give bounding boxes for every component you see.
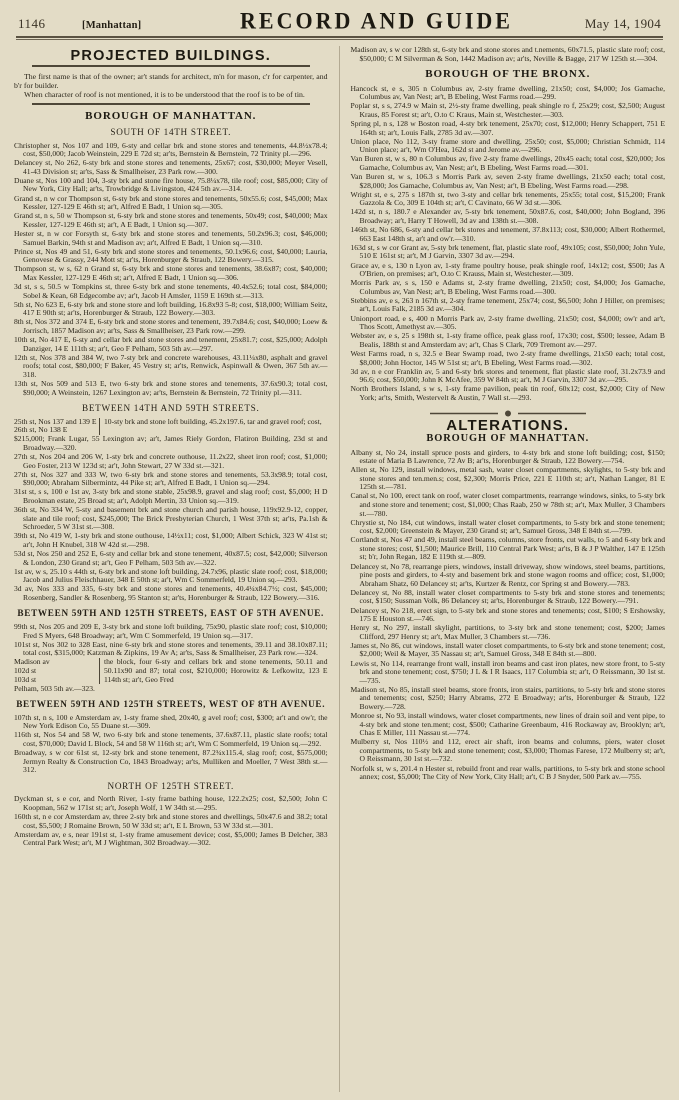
building-entry: 142d st, n s, 180.7 e Alexander av, 5-sty brk tenement, 50x87.6, cost, $40,000; John Bogland, 396 Broadway; ar't, Harry T Howell, 3d av and 138th st.—308. — [350, 207, 665, 225]
building-entry: Hancock st, e s, 305 n Columbus av, 2-sty frame dwelling, 21x50; cost, $4,000; Jos Gamache, Columbus av, Van Nest; ar't, B Ebeling, West Farms road.—299. — [350, 83, 665, 102]
building-entry: 12th st, Nos 378 and 384 W, two 7-sty brk and concrete warehouses, 43.11¼x80, asphalt and gravel roofs; total cost, $80,000; F Baker, 45 Vestry st; ar'ts, Renwick, Aspinwall & Owen, 367 5th av.—318. — [14, 352, 328, 379]
building-entry: Spring pl, n s, 128 w Boston road, 4-sty brk tenement, 25x70; cost, $12,000; Henry Schappert, 751 E 164th st; ar't, Louis Falk, 2785 3d av.—307. — [350, 119, 665, 137]
masthead-rule-heavy — [16, 36, 663, 38]
building-entry: 36th st, No 334 W, 5-sty and basement brk and stone church and parish house, 119x92.9-12, copper, slate and tile roof; cost, $245,000; The Brick Presbyterian Church, 1 West 37th st; ar'ts, Pa.1sh & Schroeder, 5 W 31st st.—308. — [14, 505, 328, 532]
building-entry: Delancey st, No 218, erect sign, to 5-sty brk and stone stores and tenements; cost, $100; S Ershowsky, 175 E Houston st.—746. — [350, 605, 665, 624]
page-number: 1146 — [18, 16, 46, 31]
right-column — [340, 46, 666, 1092]
left-column — [14, 46, 340, 1092]
two-column-body — [14, 46, 665, 1092]
building-entry: Grand st, n w cor Thompson st, 6-sty brk and stone stores and tenements, 50x55.6; cost, $45,000; Max Kessler, 127-129 E 46th st; ar't, Alfred E Badt, 1 Union sq.—305. — [14, 193, 328, 212]
building-entry: Lewis st, No 114, rearrange front wall, install iron beams and cast iron plates, new store front, to 5-sty brk and stone tenement; cost, $750; J L & I R Isaacs, 117 Columbia st; ar't, O Reissmann, 30 1st st.—735. — [350, 658, 665, 685]
building-entry: 3d av, Nos 333 and 335, 6-sty brk and stone stores and tenements, 40.4¼x84.7½; cost, $45,000; Rosenberg, Sandler & Rosenberg, 95 Stanton st; ar'ts, Horenburger & Straub, 122 Bowery.—316. — [14, 584, 328, 602]
building-entry: Union place, No 112, 3-sty frame store and dwelling, 25x50; cost, $5,000; Christian Schmidt, 114 Union place; ar't, Wm O'Hea, 162d st and Jerome av.—296. — [350, 136, 665, 155]
building-entry: Albany st, No 24, install spruce posts and girders, to 4-sty brk and stone loft building; cost, $150; estate of Maria B Lawrence, 72 Av B; ar'ts, Horenburger & Straub, 122 Bowery.—754. — [350, 447, 665, 466]
building-entry: 116th st, Nos 54 and 58 W, two 6-sty brk and stone tenements, 37.6x87.11, plastic slate roofs; total cost, $70,000; David L Block, 54 and 58 W 116th st; ar't, Wm C Sommerfeld, 19 Union sq.—292. — [14, 730, 328, 748]
building-entry: Chrystie st, No 184, cut windows, install water closet compartments, to 5-sty brk and stone tenement; cost, $2,000; Greenstein & Mayer, 230 Grand st; ar't, Samuel Gross, 348 E 84th st.—799. — [350, 517, 665, 536]
section-title-alterations: ALTERATIONS. — [446, 417, 570, 435]
entry-list-bronx — [351, 85, 666, 403]
building-entry: Madison st, No 85, install steel beams, store fronts, iron stairs, partitions, to 5-sty brk and stone stores and tenements; cost, $250; Harry Abrams, 272 E Broadway; ar'ts, Horenburger & Straub, 122 Bowery.—728. — [350, 684, 665, 711]
building-entry: 39th st, No 419 W, 1-sty brk and stone outhouse, 14½x11; cost, $1,000; Albert Schick, 323 W 41st st; ar't, John H Knubel, 318 W 42d st.—298. — [14, 531, 328, 549]
building-entry: Stebbins av, e s, 263 n 167th st, 2-sty frame tenement, 25x74; cost, $6,500; John J Hiller, on premises; ar't, Louis Falk, 2185 3d av.—304. — [350, 295, 665, 314]
subheading-north-of-125th: NORTH OF 125TH STREET. — [107, 780, 234, 791]
bracketed-entry-tail: $215,000; Frank Lugar, 55 Lexington av; ar't, James Riely Gordon, Flatiron Building, 23d st and Broadway.—320. — [14, 434, 328, 452]
building-entry: 13th st, Nos 509 and 513 E, two 6-sty brk and stone stores and tenements, 37.6x90.3; total cost, $90,000; A Weinstein, 1267 Lexington av; ar'ts, Bernstein & Bernstein, 72 Trinity pl.—311. — [14, 379, 328, 397]
bracketed-address-line: 26th st, No 138 E — [14, 425, 68, 435]
building-entry: 101st st, Nos 302 to 328 East, nine 6-sty brk and stone stores and tenements, 39.11 and 38.10x87.11; total cost, $315,000; Katzman & Zipkins, 19 Av A; ar'ts, Sass & Smallheiser, 23 Park row.—324. — [14, 639, 328, 658]
note-line-2: When character of roof is not mentioned, it is to be understood that the roof is to be of tin. — [24, 90, 305, 100]
building-entry: Wright st, e s, 275 s 187th st, two 3-sty and cellar brk tenements, 25x55; total cost, $15,200; Frank Gazzola & Co, 309 E 104th st; ar't, C Cavinato, 66 W 3d st.—306. — [350, 189, 665, 208]
building-entry: 3d av, n e cor Franklin av, 5 and 6-sty brk stores and tenement, flat plastic slate roof, 31.2x73.9 and 96.6; cost, $50,000; John K McAfee, 359 W 84th st; ar't, M J Garvin, 3307 3d av.—295. — [350, 366, 665, 385]
publication-title: RECORD AND GUIDE — [240, 7, 513, 34]
building-entry: 10th st, No 417 E, 6-sty and cellar brk and stone stores and tenement, 25x81.7; cost, $25,000; Adolph Danziger, 14 E 111th st; ar't, Geo F Pelham, 503 5th av.—297. — [14, 335, 328, 353]
building-entry: Norfolk st, w s, 201.4 n Hester st, rebuild front and rear walls, partitions, to 5-sty brk and stone school annex; cost, $5,000; The City of New York, City Hall; ar't, C B J Snyder, 500 Park av.—755. — [350, 763, 665, 782]
note-line-1: The first name is that of the owner; ar't stands for architect, m'n for mason, c'r for carpenter, and b'r for builder. — [14, 71, 328, 90]
borough-heading-bronx: BOROUGH OF THE BRONX. — [425, 68, 591, 81]
building-entry: Grace av, e s, 130 n Lyon av, 1-sty frame poultry house, peak shingle roof, 14x12; cost, $500; Jas A O'Brien, on premises; ar't, O.to C Krauss, Main st, Westchester.—309. — [350, 260, 665, 279]
building-entry: Poplar st, s s, 274.9 w Main st, 2½-sty frame dwelling, peak shingle ro f, 25x29; cost, $2,500; August Kraus, 85 Forest st; ar't, O.to C Kraus, Main st, Westchester.—303. — [350, 101, 665, 119]
building-entry: Canal st, No 100, erect tank on roof, water closet compartments, rearrange windows, sinks, to 5-sty brk and stone store and tenement; cost, $1,000; Chas Raab, 250 w 78th st; ar't, Max Muller, 3 Chambers st.—780. — [350, 491, 665, 518]
borough-heading-manhattan: BOROUGH OF MANHATTAN. — [85, 110, 257, 123]
subheading-south-of-14th: SOUTH OF 14TH STREET. — [110, 126, 232, 137]
building-entry: Morris Park av, s s, 150 e Adams st, 2-sty frame dwelling, 21x50; cost, $4,000; Jos Gamache, Columbus av, Van Nest; ar't, B Ebeling, West Farms road.—300. — [350, 278, 665, 296]
building-entry: Webster av, e s, 25 s 198th st, 1-sty frame office, peak glass roof, 17x30; cost, $500; lessee, Adam B Bealis, 188th st and Amsterdam av; ar't, Chas S Clark, 709 Tremont av.—297. — [350, 331, 665, 349]
entry-list-south-of-14th — [14, 142, 328, 398]
bracketed-addresses-madison — [14, 658, 100, 684]
section-title-projected-buildings: PROJECTED BUILDINGS. — [70, 48, 271, 64]
building-entry: Thompson st, w s, 62 n Grand st, 6-sty brk and stone stores and tenements, 38.6x87; cost, $40,000; Max Kessler, 127-129 E 46th st; ar't, Alfred E Badt, 1 Union sq.—306. — [14, 264, 328, 282]
building-entry: Delancey st, No 78, rearrange piers, windows, install driveway, show windows, steel beams, partitions, pine posts and girders, to 4-sty and basement brk and stone wagon rooms and office; cost, $1,000; Abraham Shatz, 60 Delancey st; ar'ts, Kurtzer & Rentz, cor Spring st and Bowery.—783. — [350, 561, 665, 588]
bracketed-entry-madison-body: the block, four 6-sty and cellars brk and stone tenements, 50.11 and 50.11x90 and 87; total cost, $210,000; Horowitz & Lefkowitz, 123 E 114th st; ar't, Geo Fred — [104, 657, 328, 684]
bracketed-entry — [14, 418, 328, 435]
building-entry: 1st av, w s, 25.10 s 44th st, 6-sty brk and stone loft building, 24.7x96, plastic slate roof; cost, $18,000; Jacob and Julius Fleischhauer, 348 E 50th st; ar't, Wm C Sommerfeld, 19 Union sq.—293. — [14, 566, 328, 585]
building-entry: West Farms road, n s, 32.5 e Bear Swamp road, two 2-sty frame dwellings, 21x50 each; total cost, $8,000; John Hoctor, 145 W 51st st; ar't, B Ebeling, West Farms road.—302. — [350, 348, 665, 367]
issue-date: May 14, 1904 — [584, 16, 661, 31]
bracketed-address-line: Madison av — [14, 657, 50, 667]
building-entry: Prince st, Nos 49 and 51, 6-sty brk and stone stores and tenements, 50.1x96.6; cost, $40,000; Lauria, Genovese & Grassy, 244 Mott st; ar'ts, Horenburger & Straub, 122 Bowery.—315. — [14, 246, 328, 265]
building-entry: 27th st, Nos 327 and 333 W, two 6-sty brk and stone stores and tenements, 53.3x98.9; total cost, $90,000; Abraham Silbermintz, 44 Pike st; ar't, Alfred E Badt, 1 Union sq.—294. — [14, 469, 328, 488]
building-entry: Van Buren st, w s, 80 n Columbus av, five 2-sty frame dwellings, 20x45 each; total cost, $20,000; Jos Gamache, Columbus av, Van Nest; ar't, B Ebeling, West Farms road.—301. — [350, 154, 665, 172]
building-entry: Broadway, s w cor 61st st, 12-sty brk and stone tenement, 87.2¾x115.4, slag roof; cost, $575,000; Jermyn Realty & Construction Co, 1843 Broadway; ar'ts, Mulliken and Moeller, 7 West 38th st.—312. — [14, 748, 328, 775]
bracketed-entry-madison-tail: Pelham, 503 5th av.—323. — [14, 683, 95, 693]
building-entry: Amsterdam av, e s, near 191st st, 1-sty frame amusement device; cost, $5,000; James B Delcher, 383 Central Park West; ar't, M J Wightman, 302 Broadway.—302. — [14, 829, 328, 848]
alterations-borough-heading: BOROUGH OF MANHATTAN. — [426, 432, 590, 444]
entry-list-alterations — [351, 449, 666, 782]
building-entry: Christopher st, Nos 107 and 109, 6-sty and cellar brk and stone stores and tenements, 44.8½x78.4; cost, $50,000; Jacob Weinstein, 229 E 72d st; ar'ts, Bernstein & Bernstein, 72 Trinity pl.—296. — [14, 140, 328, 159]
subheading-59th-to-125th-east: BETWEEN 59TH AND 125TH STREETS, EAST OF 5TH AVENUE. — [17, 608, 325, 619]
bracketed-address-line: 102d st — [14, 665, 37, 675]
building-entry: Madison av, s w cor 128th st, 6-sty brk and stone stores and t.nements, 60x71.5, plastic slate roof; cost, $50,000; C M Silverman & Son, 1442 Madison av; ar'ts, Neville & Bagge, 217 W 125th st.—304. — [350, 45, 665, 63]
explanatory-note — [14, 72, 328, 100]
building-entry: 8th st, Nos 372 and 374 E, 6-sty brk and stone stores and tenement, 39.7x84.6; cost, $40,000; Loew & Jorrisch, 1857 Madison av; ar'ts, Sass & Smallheiser, 23 Park row.—299. — [14, 317, 328, 335]
building-entry: Henry st, No 297, install skylight, partitions, to 3-sty brk and stone tenement; cost, $200; James Clifford, 297 Henry st; ar't, Max Muller, 3 Chambers st.—736. — [350, 623, 665, 641]
subheading-59th-to-125th-west: BETWEEN 59TH AND 125TH STREETS, WEST OF 8TH AVENUE. — [16, 699, 326, 710]
subheading-14th-to-59th: BETWEEN 14TH AND 59TH STREETS. — [82, 403, 260, 414]
building-entry: 27th st, Nos 204 and 206 W, 1-sty brk and concrete outhouse, 11.2x22, sheet iron roof; cost, $1,000; Geo Foster, 213 W 123d st; ar't, John Stewart, 27 W 33d st.—321. — [14, 452, 328, 470]
entry-list-14th-to-59th — [14, 453, 328, 602]
section-rule — [32, 65, 310, 67]
entry-list-manhattan-continued — [351, 46, 666, 63]
building-entry: 163d st, s w cor Grant av, 5-sty brk tenement, flat, plastic slate roof, 49x105; cost, $50,000; John Yule, 510 E 161st st; ar't, M J Garvin, 3307 3d av.—294. — [350, 242, 665, 261]
building-entry: Delancey st, No 262, 6-sty brk and stone stores and tenements, 25x67; cost, $30,000; Meyer Vesell, 41-43 Division st; ar'ts, Sass & Smallheiser, 23 Park row.—300. — [14, 158, 328, 176]
building-entry: 53d st, Nos 250 and 252 E, 6-sty and cellar brk and stone tenement, 40x87.5; cost, $42,000; Silverson & London, 230 Grand st; ar't, Geo F Pelham, 503 5th av.—322. — [14, 549, 328, 567]
building-entry: Cortlandt st, Nos 47 and 49, install steel beams, columns, store fronts, cut walls, to 5 and 6-sty brk and stone stores; cost, $1,500; Maurice Brill, 110 Central Park West; ar'ts, B & J P Walther, 147 E 125th st; b'r, John Regan, 182 E 119th st.—809. — [350, 535, 665, 562]
masthead — [14, 8, 665, 34]
bracketed-entry-body: 10-sty brk and stone loft building, 45.2x197.6, tar and gravel roof; cost, — [104, 416, 322, 426]
building-entry: 160th st, n e cor Amsterdam av, three 2-sty brk and stone stores and dwellings, 50x47.6 and 38.2; total cost, $5,500; J Romaine Brown, 50 W 33d st; ar't, E L Brown, 53 W 33d st.—301. — [14, 811, 328, 830]
bracketed-address-line: 25th st, Nos 137 and 139 E — [14, 416, 97, 426]
building-entry: Dyckman st, s e cor, and North River, 1-sty frame bathing house, 122.2x25; cost, $2,500; John C Koopman, 562 w 171st st; ar't, Joseph Wolf, 1 W 34th st.—295. — [14, 794, 328, 812]
note-rule — [32, 103, 310, 105]
building-entry: Unionport road, e s, 400 n Morris Park av, 2-sty frame dwelling, 21x50; cost, $4,000; ow'r and ar't, Thos Scott, Amethyst av.—305. — [350, 313, 665, 332]
entry-list-north-of-125th — [14, 795, 328, 847]
bracketed-address-line: 103d st — [14, 674, 37, 684]
building-entry: 146th st, No 686, 6-sty and cellar brk stores and tenement, 37.8x113; cost, $30,000; Albert Rothermel, 663 East 148th st, ar't and ow'r.—310. — [350, 225, 665, 243]
building-entry: 107th st, n s, 100 e Amsterdam av, 1-sty frame shed, 20x40, g avel roof; cost, $300; ar't and ow'r, the New York Edison Co, 55 Duane st.—309. — [14, 712, 328, 731]
entry-list-59th-to-125th-east — [14, 623, 328, 658]
masthead-rule-light — [16, 39, 663, 40]
building-entry: 31st st, s s, 100 e 1st av, 3-sty brk and stone stable, 25x98.9, gravel and slag roof; cost, $5,000; H D Brookman estate, 25 Broad st; ar't, Adolph Mertin, 33 Union sq.—319. — [14, 487, 328, 505]
bracketed-addresses — [14, 418, 100, 435]
building-entry: North Brothers Island, s w s, 1-sty frame pavilion, peak tin roof, 60x12; cost, $2,000; City of New York; ar'ts, Smith, Westervelt & Austin, 7 Wall st.—293. — [350, 384, 665, 402]
borough-tag: [Manhattan] — [82, 20, 142, 31]
building-entry: Hester st, n w cor Forsyth st, 6-sty brk and stone stores and tenements, 50.2x96.3; cost, $46,000; Samuel Barkin, 94th st and Madison av; ar't, Alfred E Badt, 1 Union sq.—310. — [14, 228, 328, 247]
building-entry: Mulberry st, Nos 110½ and 112, erect air shaft, iron beams and columns, piers, water closet compartments, to 5-sty brk and stone tenement; cost, $3,000; Thomas Farese, 172 Mulberry st; ar't, O Reissmann, 30 1st st.—732. — [350, 737, 665, 764]
building-entry: Duane st, Nos 100 and 104, 3-sty brk and stone fire house, 75.8¼x78, tile roof; cost, $85,000; City of New York, City Hall; ar'ts, Trowbridge & Livingston, 424 5th av.—314. — [14, 175, 328, 194]
building-entry: Allen st, No 129, install windows, metal sash, water closet compartments, skylights, to 5-sty brk and stone stores and ten.men.s; cost, $2,300; Morris Price, 221 E 110th st; ar't, Nathan Langer, 81 E 125th st.—781. — [350, 465, 665, 492]
building-entry: James st, No 86, cut windows, install water closet compartments, to 6-sty brk and stone tenement; cost, $2,000; Weil & Mayer, 35 Nassau st; ar't, Samuel Gross, 348 E 84th st.—800. — [350, 640, 665, 659]
building-entry: Grand st, n s, 50 w Thompson st, 6-sty brk and stone stores and tenements, 50x49; cost, $40,000; Max Kessler, 127-129 E 46th st; ar't, A E Badt, 1 Union sq.—307. — [14, 211, 328, 229]
building-entry: Van Buren st, w s, 106.3 s Morris Park av, seven 2-sty frame dwellings, 21x50 each; total cost, $28,000; Jos Gamache, Columbus av, Van Nest; ar't, B Ebeling, West Farms road.—298. — [350, 172, 665, 190]
building-entry: 99th st, Nos 205 and 209 E, 3-sty brk and stone loft building, 75x90, plastic slate roof; cost, $10,000; Fred S Myers, 648 Broadway; ar't, Wm C Sommerfeld, 19 Union sq.—317. — [14, 622, 328, 640]
building-entry: 5th st, No 623 E, 6-sty brk and stone store and loft building, 16.8x93 5-8; cost, $18,000; William Seitz, 417 E 90th st; ar'ts, Horenburger & Straub, 122 Bowery.—303. — [14, 299, 328, 318]
building-entry: Monroe st, No 93, install windows, water closet compartments, new lines of drain soil and vent pipe, to 4-sty brk and stone ten.ment; cost, $500; Catharine Greenbaum, 416 Rockaway av, Brooklyn; ar't, Chas E Miller, 111 Nassau st.—774. — [350, 711, 665, 738]
bracketed-entry-madison — [14, 658, 328, 684]
entry-list-59th-to-125th-west — [14, 714, 328, 775]
building-entry: 3d st, s s, 50.5 w Tompkins st, three 6-sty brk and stone tenements, 40.4x52.6; total cost, $84,000; Sobel & Kean, 68 Edgecombe av; ar't, Jacob H Amsler, 1159 E 169th st.—313. — [14, 282, 328, 300]
building-entry: Delancey st, No 88, install water closet compartments to 5-sty brk and stone stores and tenements; cost, $150; Sussman Volk, 86 Delancey st; ar'ts, Horenburger & Straub, 122 Bowery.—791. — [350, 587, 665, 606]
